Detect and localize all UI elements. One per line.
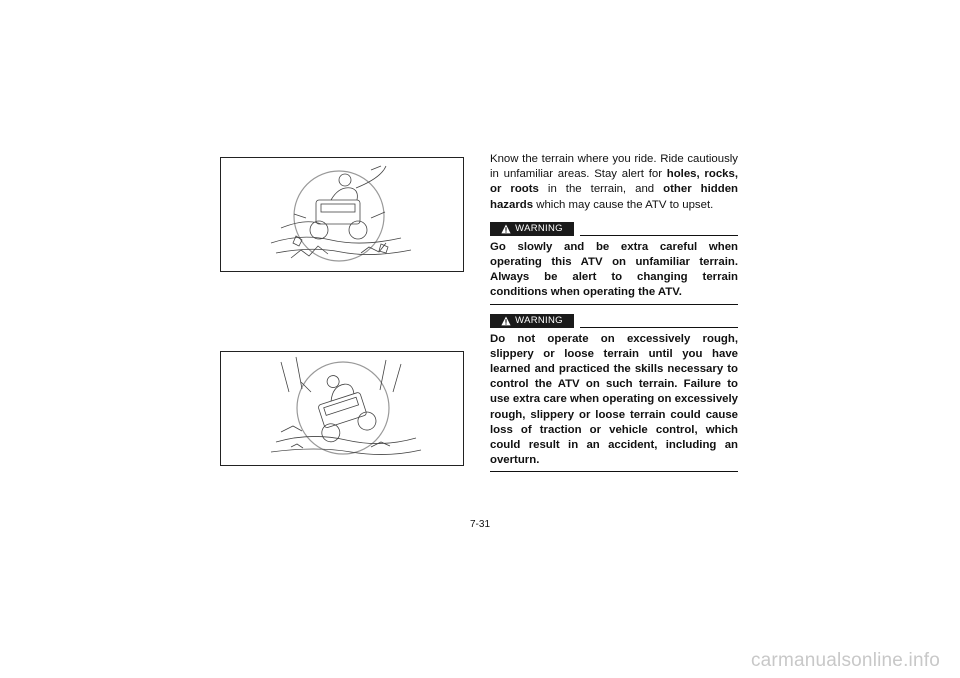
warning-label-text: WARNING (515, 222, 563, 234)
warning-block-1 (490, 222, 738, 305)
intro-paragraph (490, 152, 738, 213)
illustration-atv-slippery-terrain (220, 351, 464, 466)
illustration-atv-rough-terrain (220, 157, 464, 272)
warning-rule (580, 235, 738, 236)
atv-rough-terrain-drawing (221, 158, 463, 271)
warning-label-text: WARNING (515, 314, 563, 326)
intro-text-2: in the terrain, and (538, 183, 664, 196)
intro-text-1: Know the terrain where you ride. Ride cautiously in unfamiliar areas. Stay alert for (490, 153, 738, 181)
warning-label (490, 314, 574, 328)
warning-end-rule (490, 304, 738, 305)
atv-slippery-terrain-drawing (221, 352, 463, 465)
warning-header (490, 314, 738, 328)
text-column (490, 152, 738, 472)
alert-triangle-icon (501, 224, 511, 234)
warning-label (490, 222, 574, 236)
alert-triangle-icon (501, 316, 511, 326)
warning-rule (580, 327, 738, 328)
watermark: carmanualsonline.info (750, 650, 940, 671)
intro-bold-hidden-hazards: other hidden hazards (490, 183, 738, 211)
page-number: 7-31 (469, 519, 490, 530)
intro-bold-hazards: holes, rocks, or roots (490, 168, 738, 196)
intro-text-3: which may cause the ATV to upset. (533, 198, 714, 211)
warning-body: Do not operate on excessively rough, slippery or loose terrain until you have learned and practiced the skills necessary to control the ATV on such terrain. Failure to use extra care when operating on excessively rough, slippery or loose terrain could cause loss of traction or vehicle control, which could result in an accident, including an overturn. (490, 332, 738, 467)
warning-body: Go slowly and be extra careful when operating this ATV on unfamiliar terrain. Always be alert to changing terrain conditions when operating the ATV. (490, 240, 738, 299)
warning-end-rule (490, 471, 738, 472)
warning-header (490, 222, 738, 236)
warning-block-2 (490, 314, 738, 473)
